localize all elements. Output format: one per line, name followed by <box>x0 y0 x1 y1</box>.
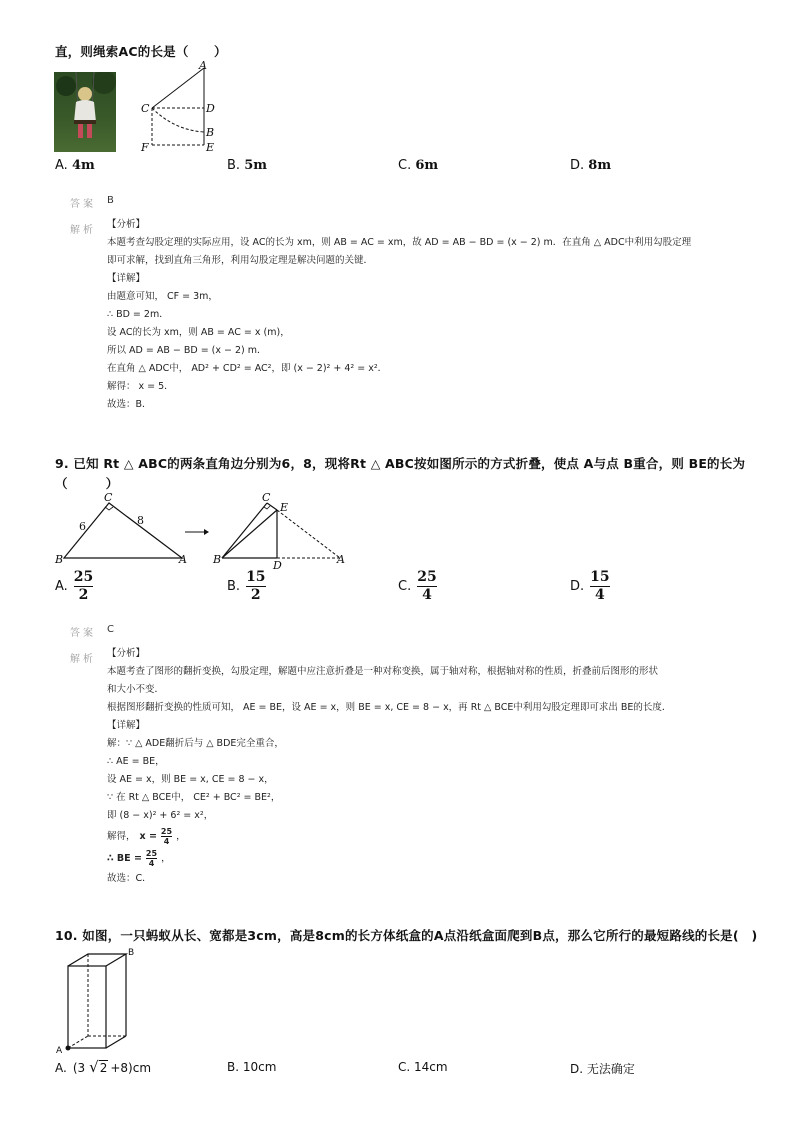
analysis-line: 【分析】 <box>107 648 146 659</box>
q10-option-a[interactable]: A. (3 √ 2 +8)cm <box>55 1058 152 1076</box>
q9-label-c2: C <box>262 491 271 504</box>
q8-option-d[interactable]: D. 8m <box>570 158 612 173</box>
q8-label-e: E <box>206 141 215 154</box>
q9-option-c[interactable]: C. $\frac{25}{4}$ <box>398 569 437 603</box>
analysis-line: 即 (8 − x)² + 6² = x²， <box>107 810 214 821</box>
q9-label-six: 6 <box>79 520 86 533</box>
q8-label-f: F <box>141 141 149 154</box>
q8-geometry-figure <box>138 60 223 156</box>
q9-label-a: A <box>179 553 187 566</box>
q9-stem-line2: （ ） <box>55 476 119 491</box>
q9-option-d[interactable]: D. $\frac{15}{4}$ <box>570 569 610 603</box>
q9-label-a2: A <box>337 553 345 566</box>
q9-answer-label: 答案 <box>70 628 96 639</box>
q8-option-c[interactable]: C. 6m <box>398 158 439 173</box>
analysis-line: 设 AC的长为 xm，则 AB = AC = x (m)， <box>107 327 290 338</box>
analysis-line: 在直角 △ ADC中， AD² + CD² = AC²，即 (x − 2)² + 4² = x²． <box>107 363 388 374</box>
q10-label-b: B <box>128 948 135 958</box>
q8-option-b[interactable]: B. 5m <box>227 158 268 173</box>
q10-box-figure <box>52 942 142 1060</box>
q9-label-b: B <box>55 553 64 566</box>
analysis-line: 即可求解，找到直角三角形，利用勾股定理是解决问题的关键． <box>107 255 374 266</box>
analysis-line: ∴ BD = 2m． <box>107 309 169 320</box>
be-line: ∴ BE = 25 4 ， <box>107 849 171 868</box>
analysis-line: 解得： x = 5． <box>107 381 174 392</box>
q9-label-b2: B <box>213 553 222 566</box>
analysis-line: 和大小不变． <box>107 684 165 695</box>
q10-option-c[interactable]: C. 14cm <box>398 1060 448 1074</box>
analysis-line: 本题考查勾股定理的实际应用，设 AC的长为 xm，则 AB = AC = xm，故 AD = AB − BD = (x − 2) m．在直角 △ ADC中利用勾股定理 <box>107 237 692 248</box>
q8-label-a: A <box>199 60 207 72</box>
q9-fold-figure <box>52 490 352 570</box>
q9-answer-value: C <box>107 624 114 635</box>
analysis-line: 由题意可知， CF = 3m， <box>107 291 218 302</box>
q9-label-d: D <box>273 559 282 570</box>
analysis-line: 故选：B． <box>107 399 152 410</box>
analysis-line: 【详解】 <box>107 720 146 731</box>
q8-answer-label: 答案 <box>70 199 96 210</box>
analysis-line: 解：∵ △ ADE翻折后与 △ BDE完全重合， <box>107 738 284 749</box>
q8-analysis-label: 解析 <box>70 225 96 236</box>
analysis-line: 根据图形翻折变换的性质可知， AE = BE，设 AE = x，则 BE = x, CE = 8 − x，再 Rt △ BCE中利用勾股定理即可求出 BE的长度． <box>107 702 672 713</box>
q9-label-e: E <box>280 501 289 514</box>
q9-option-a[interactable]: A. $\frac{25}{2}$ <box>55 569 94 603</box>
swing-photo <box>54 72 116 152</box>
q8-option-a[interactable]: A. 4m <box>55 158 95 173</box>
q8-answer-value: B <box>107 195 114 206</box>
final-line: 故选：C． <box>107 873 152 884</box>
q10-label-a: A <box>56 1046 63 1056</box>
q8-label-c: C <box>141 102 150 115</box>
analysis-line: 设 AE = x，则 BE = x, CE = 8 − x， <box>107 774 274 785</box>
q9-analysis <box>107 646 671 887</box>
analysis-line: 所以 AD = AB − BD = (x − 2) m． <box>107 345 267 356</box>
analysis-line: ∵ 在 Rt △ BCE中， CE² + BC² = BE²， <box>107 792 281 803</box>
q10-option-b[interactable]: B. 10cm <box>227 1060 277 1074</box>
analysis-line: ∴ AE = BE， <box>107 756 165 767</box>
analysis-line: 本题考查了图形的翻折变换，勾股定理，解题中应注意折叠是一种对称变换，属于轴对称，根据轴对称的性质，折叠前后图形的形状 <box>107 666 659 677</box>
q8-stem-tail: 直，则绳索AC的长是（ ） <box>55 44 227 59</box>
q9-stem-line1: 9. 已知 Rt △ ABC的两条直角边分别为6，8，现将Rt △ ABC按如图所示的方式折叠，使点 A与点 B重合，则 BE的长为 <box>55 456 746 471</box>
analysis-line: 【详解】 <box>107 273 146 284</box>
q10-stem: 10. 如图，一只蚂蚁从长、宽都是3cm，高是8cm的长方体纸盒的A点沿纸盒面爬到B点，那么它所行的最短路线的长是( ) <box>55 928 758 943</box>
q9-option-b[interactable]: B. $\frac{15}{2}$ <box>227 569 266 603</box>
q9-label-c: C <box>104 491 113 504</box>
q9-analysis-label: 解析 <box>70 654 96 665</box>
solve-line: 解得， x = 25 4 ， <box>107 827 186 846</box>
analysis-line: 【分析】 <box>107 219 146 230</box>
sqrt-symbol: √ 2 <box>89 1058 108 1076</box>
q8-label-d: D <box>206 102 215 115</box>
q8-label-b: B <box>206 126 215 139</box>
q10-option-d[interactable]: D. 无法确定 <box>570 1062 635 1076</box>
q8-analysis <box>107 217 691 413</box>
q9-label-eight: 8 <box>137 514 144 527</box>
